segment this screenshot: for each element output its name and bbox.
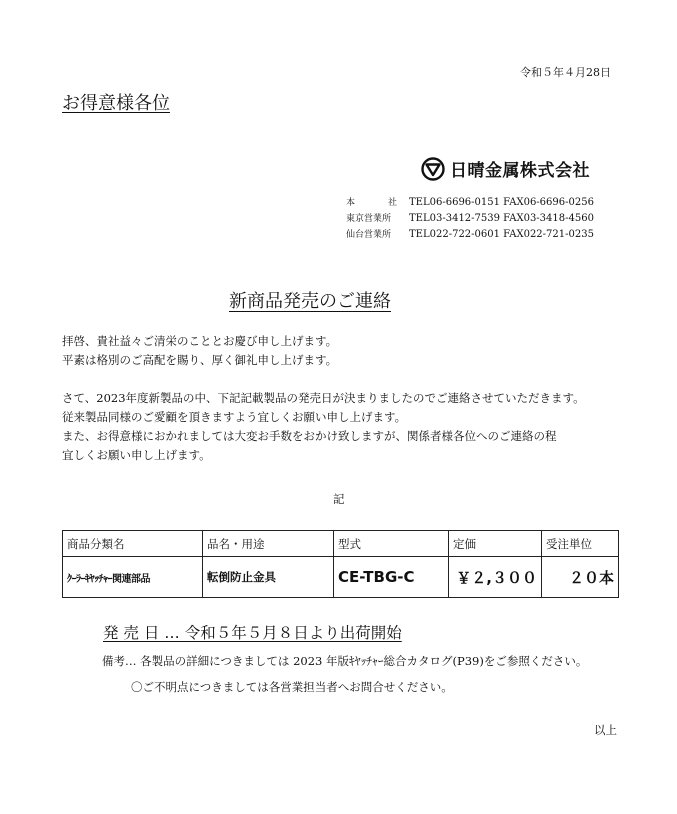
office-row-head: [346, 195, 594, 211]
body-line: 従来製品同様のご愛顧を頂きますよう宜しくお願い申し上げます。: [62, 410, 407, 424]
addressee: お得意様各位: [62, 93, 170, 114]
office-contact: TEL022-722-0601 FAX022-721-0235: [409, 229, 594, 240]
office-name: 仙台営業所: [346, 230, 392, 240]
release-date: 発 売 日 … 令和５年５月８日より出荷開始: [103, 624, 402, 642]
table-row: [63, 557, 619, 598]
office-name: 東京営業所: [346, 214, 392, 224]
office-contact: TEL06-6696-0151 FAX06-6696-0256: [409, 197, 594, 208]
nissei-triangle-logo-icon: [421, 157, 445, 181]
note-inquiry: 〇ご不明点につきましては各営業担当者へお問合せください。: [131, 680, 453, 694]
note-catalog: 備考… 各製品の詳細につきましては 2023 年版ｷﾔｯﾁｬｰ総合カタログ(P39)をご参照ください。: [102, 654, 588, 668]
office-name: 本 社: [346, 198, 397, 208]
header-price: 定価: [449, 531, 542, 557]
closing-remark: 以上: [594, 723, 617, 737]
letter-date: 令和５年４月28日: [520, 66, 611, 79]
company-logo: [421, 156, 590, 181]
body-line: また、お得意様におかれましては大変お手数をおかけ致しますが、関係者様各位へのご連絡の程: [62, 429, 557, 443]
company-name: 日晴金属株式会社: [450, 161, 590, 181]
letter-body: [62, 332, 585, 465]
header-unit: 受注単位: [542, 531, 619, 557]
body-line: 宜しくお願い申し上げます。: [62, 448, 211, 462]
greeting-line: 拝啓、貴社益々ご清栄のこととお慶び申し上げます。: [62, 334, 338, 348]
office-row-tokyo: [346, 211, 594, 227]
cell-item: 転倒防止金具: [203, 557, 334, 598]
office-list: [346, 195, 594, 243]
greeting-line: 平素は格別のご高配を賜り、厚く御礼申し上げます。: [62, 353, 338, 367]
cell-unit: ２０本: [542, 557, 619, 598]
cell-price: ￥２,３００: [449, 557, 542, 598]
office-contact: TEL03-3412-7539 FAX03-3418-4560: [409, 213, 594, 224]
header-model: 型式: [334, 531, 449, 557]
cell-category: ｸｰﾗｰｷﾔｯﾁｬｰ関連部品: [63, 557, 203, 598]
table-header-row: [63, 531, 619, 557]
product-table: [62, 530, 619, 598]
office-row-sendai: [346, 227, 594, 243]
letter-title: 新商品発売のご連絡: [229, 291, 391, 312]
body-line: さて、2023年度新製品の中、下記記載製品の発売日が決まりましたのでご連絡させていただきます。: [62, 391, 585, 405]
cell-model: CE-TBG-C: [334, 557, 449, 598]
header-category: 商品分類名: [63, 531, 203, 557]
ki-marker: 記: [333, 492, 345, 506]
header-item: 品名・用途: [203, 531, 334, 557]
